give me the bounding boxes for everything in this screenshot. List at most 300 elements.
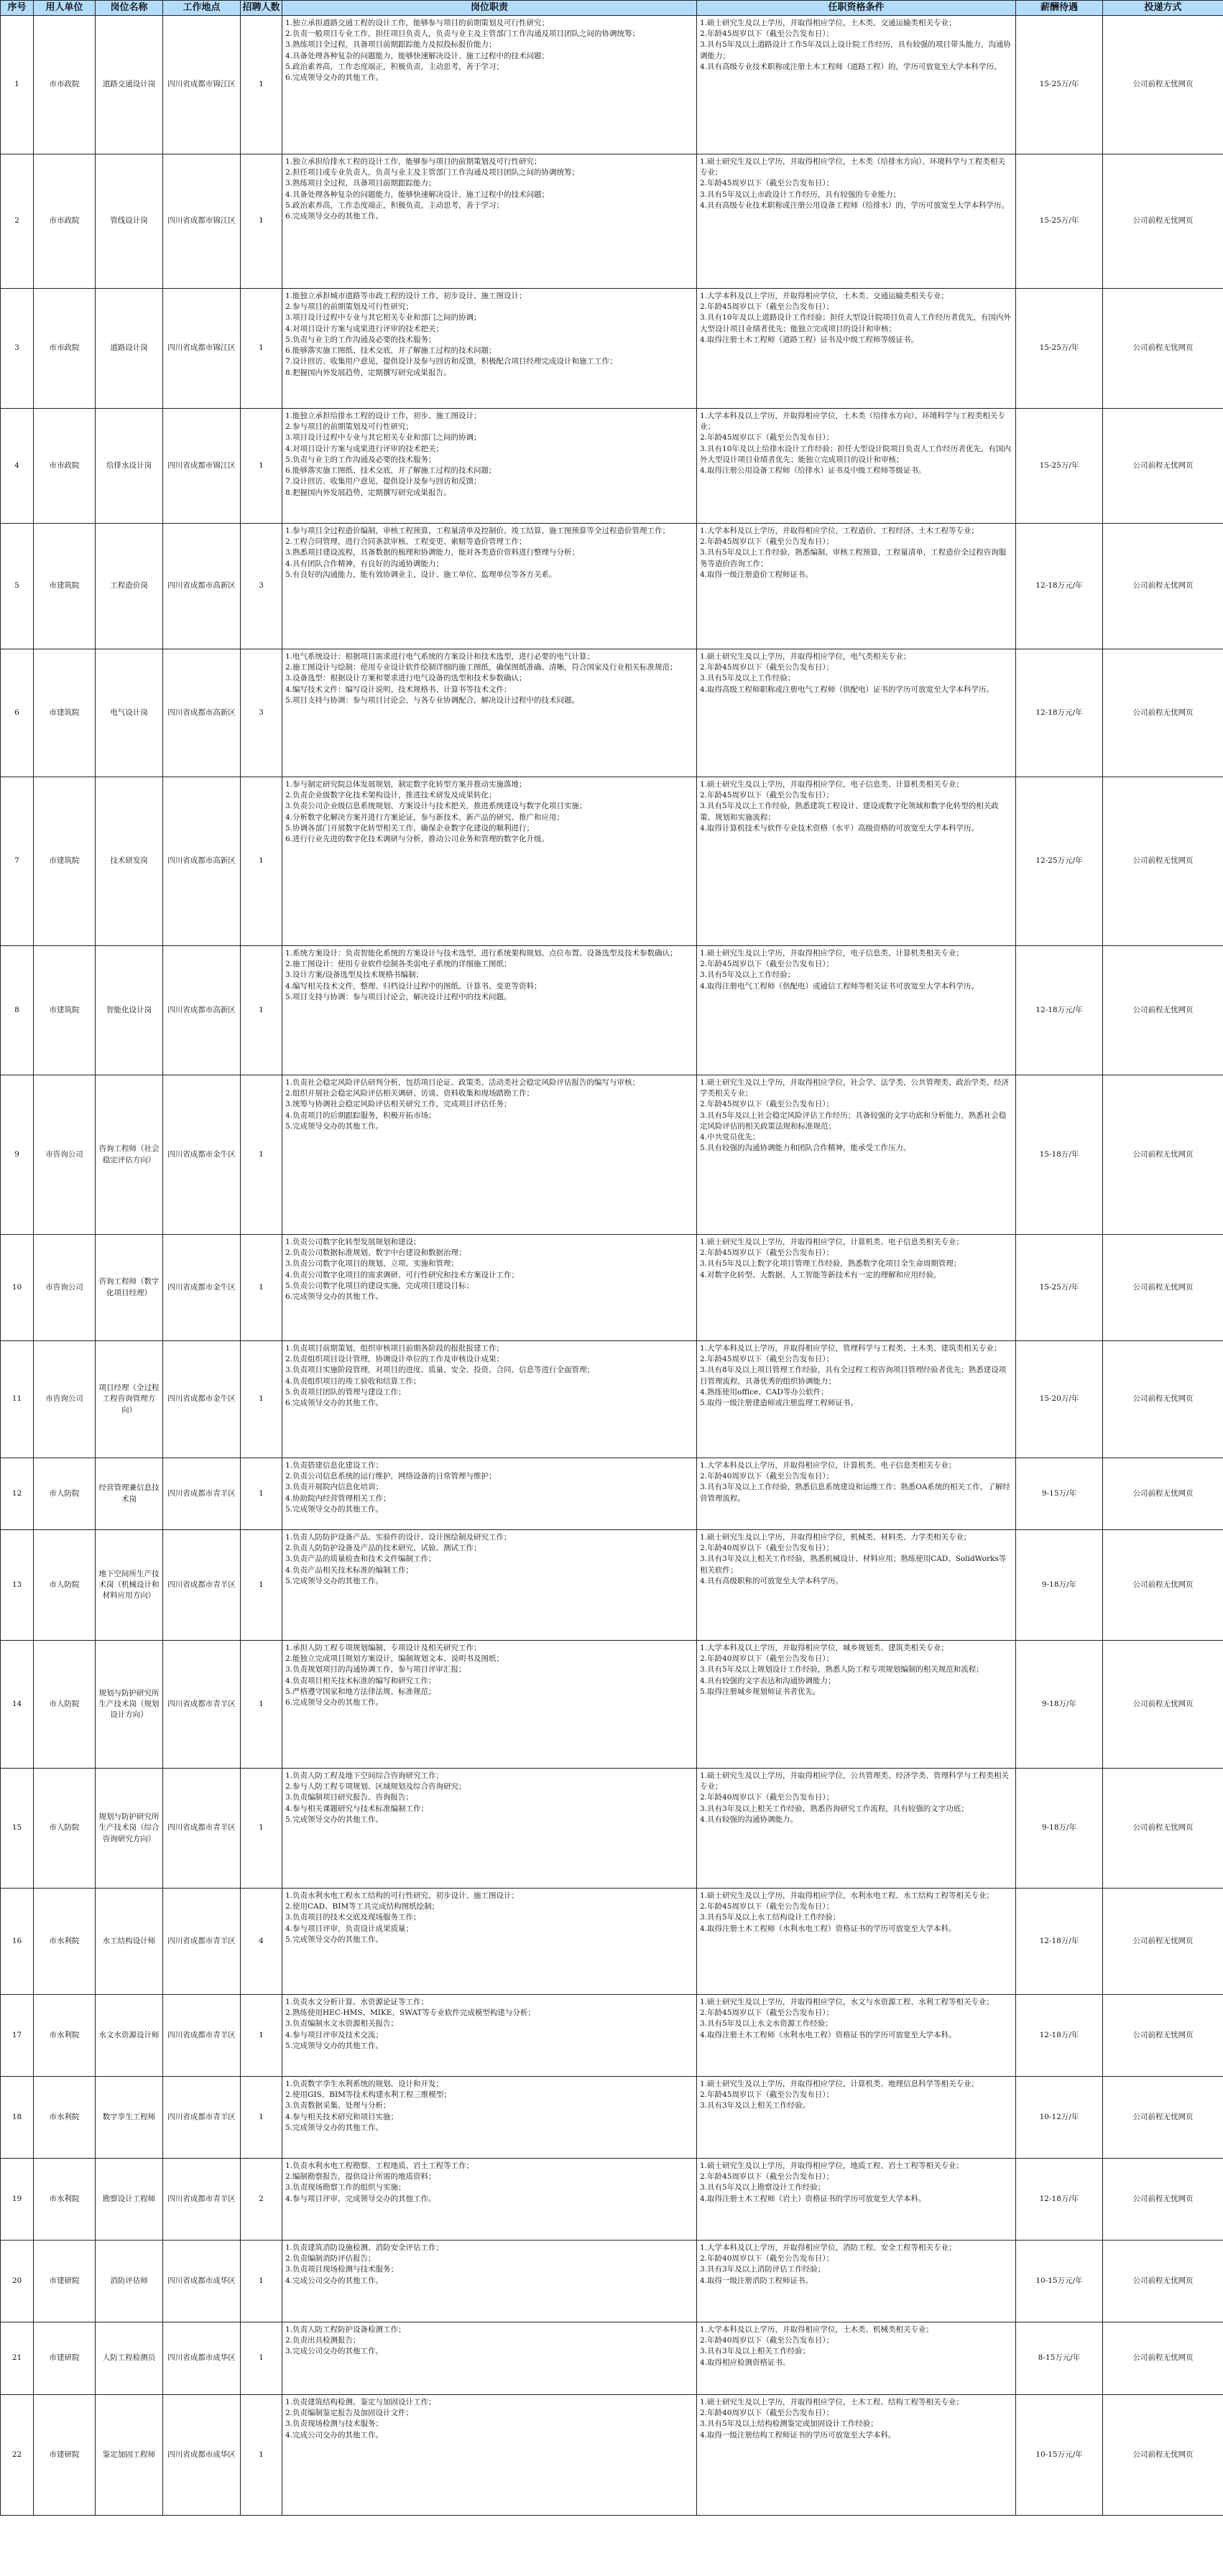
row-salary: 15-25万/年 bbox=[1016, 154, 1103, 289]
row-duties-line: 1.负责社会稳定风险评估研判分析，包括项目论证、政策类、活动类社会稳定风险评估报告的编写与审核； bbox=[285, 1078, 640, 1087]
row-count: 1 bbox=[241, 2077, 282, 2159]
row-apply: 公司前程无忧网页 bbox=[1103, 2395, 1223, 2516]
row-duties-line: 4.编写技术文件：编写设计说明、技术规格书、计算书等技术文件； bbox=[285, 685, 512, 694]
row-salary: 15-18万/年 bbox=[1016, 1075, 1103, 1235]
row-duties-line: 5.政治素养高，工作态度端正，积极负责，主动思考，善于学习； bbox=[285, 200, 504, 210]
row-requirements bbox=[697, 16, 1016, 154]
row-duties-line: 7.设计回访、收集用户意见，提供设计及参与回访和反馈，积极配合项目经理完成设计和施工工作； bbox=[285, 357, 617, 366]
row-post: 管线设计岗 bbox=[96, 154, 163, 289]
row-requirements-line: 3.具有5年及以上水文水资源工作经验； bbox=[700, 2019, 833, 2029]
row-requirements-line: 2.年龄45周岁以下（截至公告发布日）； bbox=[700, 1355, 834, 1364]
row-duties-line: 2.负责编制消防评估报告； bbox=[285, 2254, 376, 2264]
row-requirements-line: 2.年龄45周岁以下（截至公告发布日）； bbox=[700, 433, 834, 443]
row-duties-line: 4.具备处理各种复杂的问题能力，能够快速解决设计、施工过程中的技术问题； bbox=[285, 51, 550, 60]
row-salary: 10-12万/年 bbox=[1016, 2077, 1103, 2159]
row-requirements-line: 3.具有3年及以上相关工作经验； bbox=[700, 2347, 811, 2356]
row-post: 经营管理兼信息技术岗 bbox=[96, 1458, 163, 1530]
col-header-apply: 投递方式 bbox=[1103, 1, 1223, 16]
row-requirements-line: 1.硕士研究生及以上学历，并取得相应学位，计算机类、电子信息类相关专业； bbox=[700, 1238, 964, 1246]
row-salary: 9-18万/年 bbox=[1016, 1641, 1103, 1769]
row-requirements-line: 1.硕士研究生及以上学历，并取得相应学位，土木工程、结构工程等相关专业； bbox=[700, 2398, 964, 2406]
row-index: 11 bbox=[1, 1341, 34, 1458]
row-requirements bbox=[697, 1075, 1016, 1235]
row-duties-line: 2.编制勘察报告，提供设计所需的地质资料； bbox=[285, 2172, 436, 2182]
row-salary: 9-18万/年 bbox=[1016, 1530, 1103, 1641]
table-row bbox=[1, 1235, 1223, 1341]
row-requirements-line: 3.具有5年及以上工作经验； bbox=[700, 674, 795, 683]
row-duties bbox=[282, 1341, 697, 1458]
row-unit: 市建筑院 bbox=[34, 777, 96, 946]
row-unit: 市水利院 bbox=[34, 2159, 96, 2241]
row-post: 勘察设计工程师 bbox=[96, 2159, 163, 2241]
row-count: 3 bbox=[241, 649, 282, 777]
row-duties-line: 1.负责人防工程及地下空间综合咨询研究工作； bbox=[285, 1771, 444, 1780]
row-duties-line: 2.参与项目的前期策划及可行性研究； bbox=[285, 422, 414, 432]
row-count: 1 bbox=[241, 2322, 282, 2395]
row-requirements-line: 4.取得一级注册结构工程师证书的学历可放宽至大学本科。 bbox=[700, 2430, 896, 2440]
row-requirements bbox=[697, 2322, 1016, 2395]
row-duties bbox=[282, 2322, 697, 2395]
row-requirements-line: 3.具有5年及以上数字化项目管理工作经验，熟悉数字化项目全生命周期管理； bbox=[700, 1259, 961, 1269]
row-requirements-line: 4.具有较强的文字表达和沟通协调能力； bbox=[700, 1676, 836, 1685]
row-requirements bbox=[697, 1235, 1016, 1341]
col-header-post: 岗位名称 bbox=[96, 1, 163, 16]
row-apply: 公司前程无忧网页 bbox=[1103, 1341, 1223, 1458]
row-count: 4 bbox=[241, 1889, 282, 1995]
row-duties-line: 5.完成领导交办的其他工作。 bbox=[285, 1576, 384, 1585]
row-apply: 公司前程无忧网页 bbox=[1103, 1641, 1223, 1769]
row-duties bbox=[282, 2077, 697, 2159]
row-duties-line: 2.负责公司信息系统的运行维护，网络设备的日常管理与维护； bbox=[285, 1472, 497, 1481]
row-duties bbox=[282, 1530, 697, 1641]
row-duties bbox=[282, 1641, 697, 1769]
row-requirements-line: 1.大学本科及以上学历，并取得相应学位，计算机类、电子信息类相关专业； bbox=[700, 1461, 956, 1470]
row-duties-line: 5.完成领导交办的其他工作。 bbox=[285, 2041, 384, 2050]
row-salary: 12-25万元/年 bbox=[1016, 777, 1103, 946]
row-unit: 市建研院 bbox=[34, 2395, 96, 2516]
row-index: 3 bbox=[1, 289, 34, 409]
row-duties-line: 2.组织开展社会稳定风险评估相关调研、访谈、资料收集和现场踏勘工作； bbox=[285, 1089, 535, 1098]
row-apply: 公司前程无忧网页 bbox=[1103, 1769, 1223, 1889]
row-post: 智能化设计岗 bbox=[96, 946, 163, 1075]
row-duties-line: 3.负责编制水文水资源相关报告； bbox=[285, 2019, 399, 2029]
row-apply: 公司前程无忧网页 bbox=[1103, 1458, 1223, 1530]
row-place: 四川省成都市成华区 bbox=[163, 2322, 241, 2395]
row-duties-line: 2.熟练使用HEC-HMS、MIKE、SWAT等专业软件完成模型构建与分析； bbox=[285, 2009, 535, 2018]
row-requirements-line: 4.取得注册土木工程师（水利水电工程）资格证书的学历可放宽至大学本科。 bbox=[700, 1924, 956, 1933]
row-duties-line: 1.负责水文分析计算、水资源论证等工作； bbox=[285, 1998, 429, 2006]
row-requirements-line: 2.年龄45周岁以下（截至公告发布日）； bbox=[700, 302, 834, 312]
row-requirements-line: 2.年龄45周岁以下（截至公告发布日）； bbox=[700, 960, 834, 969]
row-count: 1 bbox=[241, 2241, 282, 2322]
row-requirements-line: 1.硕士研究生及以上学历，并取得相应学位，电气类相关专业； bbox=[700, 652, 911, 661]
row-salary: 10-15万元/年 bbox=[1016, 2395, 1103, 2516]
row-duties bbox=[282, 16, 697, 154]
row-duties-line: 3.设计方案/设备选型及技术规格书编制； bbox=[285, 970, 424, 980]
row-count: 1 bbox=[241, 1341, 282, 1458]
row-duties-line: 3.项目设计过程中专业与其它相关专业和部门之间的协调； bbox=[285, 313, 481, 323]
row-count: 1 bbox=[241, 1769, 282, 1889]
row-post: 工程造价岗 bbox=[96, 524, 163, 649]
row-place: 四川省成都市青羊区 bbox=[163, 2159, 241, 2241]
row-count: 3 bbox=[241, 524, 282, 649]
row-duties-line: 3.设备选型：根据设计方案和要求进行电气设备的选型和技术参数确认； bbox=[285, 674, 527, 683]
row-post: 水文水资源设计师 bbox=[96, 1995, 163, 2077]
row-place: 四川省成都市青羊区 bbox=[163, 1530, 241, 1641]
row-requirements-line: 1.大学本科及以上学历，并取得相应学位，土木类、机械类相关专业； bbox=[700, 2325, 934, 2334]
row-requirements-line: 1.硕士研究生及以上学历，并取得相应学位，水利水电工程、水工结构工程等相关专业； bbox=[700, 1891, 994, 1900]
row-unit: 市人防院 bbox=[34, 1769, 96, 1889]
row-count: 1 bbox=[241, 1458, 282, 1530]
row-requirements bbox=[697, 1889, 1016, 1995]
row-duties bbox=[282, 1075, 697, 1235]
row-duties-line: 5.协调各部门开展数字化转型相关工作，确保企业数字化建设的顺利进行； bbox=[285, 823, 535, 833]
row-duties-line: 4.具有团队合作精神，有良好的沟通协调能力； bbox=[285, 559, 444, 568]
row-requirements-line: 1.大学本科及以上学历，并取得相应学位，土木类（给排水方向）、环境科学与工程类相关专业； bbox=[700, 412, 1005, 432]
table-row bbox=[1, 649, 1223, 777]
row-duties-line: 3.负责公司数字化项目的规划、立项、实施和管理； bbox=[285, 1259, 459, 1269]
row-index: 21 bbox=[1, 2322, 34, 2395]
row-unit: 市咨询公司 bbox=[34, 1341, 96, 1458]
row-duties-line: 6.完成领导交办的其他工作。 bbox=[285, 1399, 384, 1408]
row-requirements bbox=[697, 777, 1016, 946]
row-apply: 公司前程无忧网页 bbox=[1103, 289, 1223, 409]
table-row bbox=[1, 2395, 1223, 2516]
row-duties-line: 2.使用CAD、BIM等工具完成结构图纸绘制； bbox=[285, 1902, 440, 1912]
row-salary: 12-18万/年 bbox=[1016, 2159, 1103, 2241]
table-row bbox=[1, 1769, 1223, 1889]
row-salary: 8-15万元/年 bbox=[1016, 2322, 1103, 2395]
row-duties-line: 1.负责公司数字化转型发展规划和建设； bbox=[285, 1238, 421, 1246]
row-requirements-line: 2.年龄45周岁以下（截至公告发布日）； bbox=[700, 1248, 834, 1258]
row-duties-line: 1.负责建筑结构检测、鉴定与加固设计工作； bbox=[285, 2398, 436, 2406]
row-requirements-line: 3.具有5年及以上道路设计工作5年及以上设计院工作经历，具有较强的项目带头能力，沟通协调能力； bbox=[700, 40, 1011, 60]
row-apply: 公司前程无忧网页 bbox=[1103, 649, 1223, 777]
row-requirements-line: 4.具有较强的沟通协调能力。 bbox=[700, 1815, 798, 1824]
row-index: 19 bbox=[1, 2159, 34, 2241]
row-requirements bbox=[697, 1769, 1016, 1889]
row-requirements bbox=[697, 2395, 1016, 2516]
row-duties-line: 4.编写相关技术文件，整理、归档设计过程中的图纸、计算书、变更等资料； bbox=[285, 981, 542, 991]
row-duties-line: 2.负责人防防护设备及产品的技术研究、试验、测试工作； bbox=[285, 1544, 481, 1553]
row-post: 道路设计岗 bbox=[96, 289, 163, 409]
row-duties-line: 3.负责现场检测与技术服务； bbox=[285, 2419, 384, 2429]
row-duties-line: 5.完成领导交办的其他工作。 bbox=[285, 2123, 384, 2132]
row-unit: 市咨询公司 bbox=[34, 1075, 96, 1235]
row-requirements-line: 4.取得注册土木工程师（岩土）资格证书的学历可放宽至大学本科。 bbox=[700, 2194, 926, 2203]
row-requirements bbox=[697, 1341, 1016, 1458]
row-post: 咨询工程师（数字化项目经理） bbox=[96, 1235, 163, 1341]
row-place: 四川省成都市锦江区 bbox=[163, 409, 241, 524]
row-duties-line: 4.参与相关技术研究和项目实施； bbox=[285, 2112, 399, 2121]
row-place: 四川省成都市高新区 bbox=[163, 524, 241, 649]
col-header-unit: 用人单位 bbox=[34, 1, 96, 16]
row-duties-line: 5.负责公司数字化项目的建设实施，完成项目建设目标； bbox=[285, 1281, 474, 1290]
table-row bbox=[1, 1530, 1223, 1641]
row-post: 道路交通设计岗 bbox=[96, 16, 163, 154]
row-salary: 15-25万/年 bbox=[1016, 1235, 1103, 1341]
row-requirements-line: 4.取得一级注册消防工程师证书。 bbox=[700, 2276, 813, 2285]
row-duties-line: 2.参与人防工程专项规划、区域规划及综合咨询研究； bbox=[285, 1782, 466, 1792]
col-header-count: 招聘人数 bbox=[241, 1, 282, 16]
row-duties-line: 1.负责搭建信息化建设工作； bbox=[285, 1461, 384, 1470]
row-duties-line: 1.独立承担道路交通工程的设计工作，能够参与项目的前期策划及可行性研究； bbox=[285, 19, 550, 27]
row-salary: 12-18万/年 bbox=[1016, 1995, 1103, 2077]
table-row bbox=[1, 16, 1223, 154]
row-post: 消防评估师 bbox=[96, 2241, 163, 2322]
row-duties-line: 1.参与制定研究院总体发展规划，制定数字化转型方案并推动实施落地； bbox=[285, 780, 527, 789]
row-requirements-line: 2.年龄45周岁以下（截至公告发布日）； bbox=[700, 791, 834, 800]
row-duties-line: 1.承担人防工程专项规划编制、专项设计及相关研究工作； bbox=[285, 1644, 481, 1652]
row-duties-line: 3.熟悉项目建设流程，具备数据的梳理和协调能力，能对各类造价资料进行整理与分析； bbox=[285, 548, 580, 557]
row-apply: 公司前程无忧网页 bbox=[1103, 1995, 1223, 2077]
row-requirements-line: 4.取得注册土木工程师（水利水电工程）资格证书的学历可放宽至大学本科。 bbox=[700, 2030, 956, 2039]
row-duties-line: 2.使用GIS、BIM等技术构建水利工程三维模型； bbox=[285, 2090, 451, 2100]
row-duties-line: 1.负责人防工程防护设备检测工作； bbox=[285, 2325, 406, 2334]
row-place: 四川省成都市金牛区 bbox=[163, 1235, 241, 1341]
row-duties-line: 5.项目支持与协调：参与项目讨论会，与各专业协调配合，解决设计过程中的技术问题。 bbox=[285, 695, 580, 705]
row-requirements bbox=[697, 1530, 1016, 1641]
row-unit: 市水利院 bbox=[34, 1995, 96, 2077]
row-requirements bbox=[697, 649, 1016, 777]
row-index: 2 bbox=[1, 154, 34, 289]
row-unit: 市水利院 bbox=[34, 2077, 96, 2159]
row-duties-line: 2.施工图设计：使用专业软件绘制各类弱电子系统的详细施工图纸； bbox=[285, 960, 512, 969]
table-row bbox=[1, 2322, 1223, 2395]
row-unit: 市建筑院 bbox=[34, 649, 96, 777]
row-requirements bbox=[697, 154, 1016, 289]
row-place: 四川省成都市高新区 bbox=[163, 649, 241, 777]
row-duties-line: 4.完成公司交办的其他工作。 bbox=[285, 2276, 384, 2285]
row-post: 水工结构设计师 bbox=[96, 1889, 163, 1995]
row-requirements-line: 3.具有5年及以上规划设计工作经验，熟悉人防工程专项规划编制的相关规范和流程； bbox=[700, 1665, 984, 1674]
row-requirements-line: 2.年龄40周岁以下（截至公告发布日）； bbox=[700, 2254, 834, 2264]
row-count: 1 bbox=[241, 16, 282, 154]
row-duties-line: 1.系统方案设计：负责智能化系统的方案设计与技术选型，进行系统架构规划、点位布置、设备选型及技术参数确认； bbox=[285, 949, 678, 958]
row-post: 电气设计岗 bbox=[96, 649, 163, 777]
row-requirements-line: 3.具有3年及以上相关工作经验。 bbox=[700, 2101, 811, 2111]
row-post: 人防工程检测员 bbox=[96, 2322, 163, 2395]
row-duties-line: 5.完成领导交办的其他工作。 bbox=[285, 1935, 384, 1944]
row-apply: 公司前程无忧网页 bbox=[1103, 1530, 1223, 1641]
row-requirements bbox=[697, 2159, 1016, 2241]
row-salary: 12-18万/年 bbox=[1016, 1889, 1103, 1995]
row-duties-line: 4.完成公司交办的其他工作。 bbox=[285, 2430, 384, 2440]
row-duties-line: 5.负责与业主的工作沟通及必要的技术服务； bbox=[285, 335, 436, 344]
row-duties bbox=[282, 1235, 697, 1341]
row-requirements-line: 3.具有5年及以上工作经验，熟悉编制、审核工程预算，工程量清单，工程造价全过程咨询服务等造价咨询工作； bbox=[700, 548, 1007, 568]
row-index: 8 bbox=[1, 946, 34, 1075]
table-row bbox=[1, 2159, 1223, 2241]
row-count: 1 bbox=[241, 1075, 282, 1235]
row-duties-line: 4.分析数字化解决方案并进行方案论证，参与新技术、新产品的研究、推广和应用； bbox=[285, 812, 565, 822]
row-duties-line: 6.完成领导交办的其他工作。 bbox=[285, 1698, 384, 1708]
row-requirements-line: 1.硕士研究生及以上学历，并取得相应学位，土木类、交通运输类相关专业； bbox=[700, 19, 956, 27]
row-duties-line: 1.负责建筑消防设施检测、消防安全评估工作； bbox=[285, 2243, 444, 2252]
row-duties-line: 1.能独立承担给排水工程的设计工作，初步、施工图设计； bbox=[285, 412, 481, 420]
row-duties-line: 4.协助院内经营管理相关工作； bbox=[285, 1493, 391, 1503]
row-count: 1 bbox=[241, 777, 282, 946]
row-post: 鉴定加固工程师 bbox=[96, 2395, 163, 2516]
row-duties-line: 2.负责编制鉴定报告及加固设计文件； bbox=[285, 2409, 414, 2418]
row-requirements-line: 4.取得注册公用设备工程师（给排水）证书及中级工程师等级证书。 bbox=[700, 466, 926, 476]
row-requirements-line: 3.具有5年及以上水工结构设计工作经验； bbox=[700, 1913, 841, 1922]
row-unit: 市咨询公司 bbox=[34, 1235, 96, 1341]
row-duties-line: 5.完成领导交办的其他工作。 bbox=[285, 1815, 384, 1824]
row-requirements-line: 1.大学本科及以上学历，并取得相应学位，工程造价、工程经济、土木工程等专业； bbox=[700, 527, 979, 535]
row-duties-line: 5.项目支持与协调：参与项目讨论会，解决设计过程中的技术问题。 bbox=[285, 992, 512, 1001]
row-place: 四川省成都市青羊区 bbox=[163, 1769, 241, 1889]
row-requirements-line: 5.取得一级注册建造师或注册监理工程师证书。 bbox=[700, 1399, 859, 1408]
row-salary: 15-20万/年 bbox=[1016, 1341, 1103, 1458]
row-index: 1 bbox=[1, 16, 34, 154]
row-duties-line: 2.施工图设计与绘制：使用专业设计软件绘制详细的施工图纸，确保图纸准确、清晰，符合国家及行业相关标准规范； bbox=[285, 663, 678, 672]
row-place: 四川省成都市青羊区 bbox=[163, 1995, 241, 2077]
row-duties-line: 2.负责公司数据标准规划、数字中台建设和数据治理； bbox=[285, 1248, 466, 1258]
row-requirements-line: 2.年龄45周岁以下（截至公告发布日）； bbox=[700, 537, 834, 547]
row-place: 四川省成都市锦江区 bbox=[163, 154, 241, 289]
row-requirements-line: 1.硕士研究生及以上学历，并取得相应学位，电子信息类、计算机类相关专业； bbox=[700, 780, 964, 789]
row-duties-line: 5.完成领导交办的其他工作。 bbox=[285, 1121, 384, 1131]
row-requirements-line: 2.年龄45周岁以下（截至公告发布日）； bbox=[700, 29, 834, 39]
row-unit: 市人防院 bbox=[34, 1641, 96, 1769]
row-index: 14 bbox=[1, 1641, 34, 1769]
row-count: 1 bbox=[241, 1995, 282, 2077]
table-row bbox=[1, 946, 1223, 1075]
row-index: 10 bbox=[1, 1235, 34, 1341]
row-duties-line: 3.负责项目实施阶段管理，对项目的进度、质量、安全、投资、合同、信息等进行全面管理； bbox=[285, 1366, 595, 1375]
row-duties-line: 5.负责项目团队的管理与建设工作； bbox=[285, 1387, 406, 1396]
row-requirements-line: 2.年龄45周岁以下（截至公告发布日）； bbox=[700, 663, 834, 672]
row-requirements-line: 1.硕士研究生及以上学历，并取得相应学位，公共管理类、经济学类、管理科学与工程类相关专业； bbox=[700, 1771, 1010, 1792]
row-requirements-line: 1.硕士研究生及以上学历，并取得相应学位，机械类、材料类、力学类相关专业； bbox=[700, 1533, 972, 1542]
row-duties-line: 1.负责水利水电工程勘察、工程地质、岩土工程等工作； bbox=[285, 2162, 474, 2170]
row-duties-line: 4.参与项目评审，负责设计成果质量； bbox=[285, 1924, 414, 1933]
row-duties-line: 4.具备处理各种复杂的问题能力，能够快速解决设计、施工过程中的技术问题； bbox=[285, 190, 550, 199]
row-duties-line: 1.参与项目全过程造价编制，审核工程预算、工程量清单及控制价、竣工结算、施工图预算等全过程造价管理工作； bbox=[285, 527, 670, 535]
row-requirements-line: 2.年龄40周岁以下（截至公告发布日）； bbox=[700, 1472, 834, 1481]
row-duties-line: 8.把握国内外发展趋势，定期撰写研究成果报告。 bbox=[285, 488, 451, 497]
row-place: 四川省成都市高新区 bbox=[163, 946, 241, 1075]
row-salary: 12-18万元/年 bbox=[1016, 946, 1103, 1075]
row-requirements-line: 5.取得注册城乡规划师证书者优先。 bbox=[700, 1687, 821, 1696]
table-row bbox=[1, 2077, 1223, 2159]
row-requirements-line: 2.年龄40周岁以下（截至公告发布日）； bbox=[700, 1544, 834, 1553]
row-requirements-line: 3.具有3年及以上工作经验，熟悉信息系统建设和运维工作；熟悉OA系统的相关工作，了解经营管理流程。 bbox=[700, 1483, 1010, 1503]
header-row bbox=[1, 1, 1223, 16]
row-apply: 公司前程无忧网页 bbox=[1103, 409, 1223, 524]
row-count: 1 bbox=[241, 1530, 282, 1641]
row-requirements-line: 4.具有高级职称的可放宽至大学本科学历。 bbox=[700, 1576, 844, 1585]
row-unit: 市市政院 bbox=[34, 409, 96, 524]
row-requirements-line: 1.硕士研究生及以上学历，并取得相应学位，计算机类、地理信息科学等相关专业； bbox=[700, 2080, 979, 2088]
row-requirements-line: 2.年龄45周岁以下（截至公告发布日）； bbox=[700, 2172, 834, 2182]
row-duties bbox=[282, 1458, 697, 1530]
row-duties-line: 3.负责开展院内信息化培训； bbox=[285, 1483, 384, 1492]
row-requirements-line: 4.取得计算机技术与软件专业技术资格（水平）高级资格的可放宽至大学本科学历。 bbox=[700, 823, 979, 833]
row-post: 规划与防护研究所生产技术岗（规划设计方向） bbox=[96, 1641, 163, 1769]
row-count: 1 bbox=[241, 154, 282, 289]
row-requirements-line: 3.具有8年及以上项目管理工作经验，具有全过程工程咨询项目管理经验者优先；熟悉建设项目管理流程，具备优秀的组织协调能力； bbox=[700, 1366, 1007, 1386]
row-requirements-line: 4.熟练使用office、CAD等办公软件； bbox=[700, 1387, 829, 1396]
row-unit: 市市政院 bbox=[34, 154, 96, 289]
row-place: 四川省成都市锦江区 bbox=[163, 289, 241, 409]
row-requirements-line: 3.具有5年及以上市政设计工作经历，具有较强的专业能力； bbox=[700, 190, 901, 199]
row-duties-line: 2.工程合同管理，进行合同条款审核、工程变更、索赔等造价管理工作； bbox=[285, 537, 527, 547]
row-duties-line: 1.负责数字孪生水利系统的规划、设计和开发； bbox=[285, 2080, 444, 2088]
col-header-salary: 薪酬待遇 bbox=[1016, 1, 1103, 16]
row-requirements-line: 1.硕士研究生及以上学历，并取得相应学位，地质工程、岩土工程等相关专业； bbox=[700, 2162, 964, 2170]
row-duties bbox=[282, 649, 697, 777]
table-row bbox=[1, 1075, 1223, 1235]
row-requirements-line: 4.取得注册电气工程师（供配电）或通信工程师等相关证书可放宽至大学本科学历。 bbox=[700, 981, 979, 991]
table-row bbox=[1, 1641, 1223, 1769]
row-index: 16 bbox=[1, 1889, 34, 1995]
row-duties bbox=[282, 1769, 697, 1889]
table-row bbox=[1, 2241, 1223, 2322]
row-duties-line: 8.把握国内外发展趋势，定期撰写研究成果报告。 bbox=[285, 368, 451, 377]
row-unit: 市人防院 bbox=[34, 1530, 96, 1641]
row-salary: 15-25万/年 bbox=[1016, 289, 1103, 409]
row-duties-line: 4.负责项目的后期跟踪服务，积极开拓市场； bbox=[285, 1111, 436, 1120]
row-duties-line: 5.政治素养高，工作态度端正，积极负责，主动思考，善于学习； bbox=[285, 62, 504, 71]
row-unit: 市水利院 bbox=[34, 1889, 96, 1995]
row-requirements-line: 3.具有3年及以上相关工作经验，熟悉咨询研究工作流程，具有较强的文字功底； bbox=[700, 1804, 969, 1813]
row-duties-line: 3.项目设计过程中专业与其它相关专业和部门之间的协调； bbox=[285, 433, 481, 443]
row-salary: 12-18万元/年 bbox=[1016, 524, 1103, 649]
row-duties-line: 2.能独立完成项目规划方案设计，编制规划文本、说明书及图纸； bbox=[285, 1654, 504, 1664]
row-salary: 9-18万/年 bbox=[1016, 1769, 1103, 1889]
row-place: 四川省成都市成华区 bbox=[163, 2395, 241, 2516]
row-requirements-line: 1.大学本科及以上学历，并取得相应学位，城乡规划类、建筑类相关专业； bbox=[700, 1644, 949, 1652]
row-requirements-line: 5.具有较强的沟通协调能力和团队合作精神，能承受工作压力。 bbox=[700, 1144, 911, 1153]
row-count: 1 bbox=[241, 409, 282, 524]
row-requirements bbox=[697, 524, 1016, 649]
row-duties-line: 3.负责公司企业级信息系统规划、方案设计与技术把关，推进系统建设与数字化项目实施； bbox=[285, 802, 587, 811]
row-requirements-line: 1.大学本科及以上学历，并取得相应学位，管理科学与工程类、土木类、建筑类相关专业； bbox=[700, 1344, 1002, 1353]
row-apply: 公司前程无忧网页 bbox=[1103, 777, 1223, 946]
row-requirements-line: 2.年龄45周岁以下（截至公告发布日）； bbox=[700, 179, 834, 188]
row-requirements-line: 3.具有3年及以上消防评估工作经验； bbox=[700, 2265, 826, 2274]
row-duties-line: 6.进行行业先进的数字化技术调研与分析，推动公司业务和管理的数字化升级。 bbox=[285, 835, 550, 844]
row-index: 22 bbox=[1, 2395, 34, 2516]
row-duties-line: 3.负责项目的技术交底及现场服务工作； bbox=[285, 1913, 421, 1922]
row-duties-line: 6.完成领导交办的其他工作。 bbox=[285, 212, 384, 221]
row-index: 7 bbox=[1, 777, 34, 946]
row-requirements-line: 2.年龄40周岁以下（截至公告发布日）； bbox=[700, 1793, 834, 1802]
row-apply: 公司前程无忧网页 bbox=[1103, 16, 1223, 154]
row-duties-line: 4.参与项目评审，完成领导交办的其他工作。 bbox=[285, 2194, 436, 2203]
row-apply: 公司前程无忧网页 bbox=[1103, 1889, 1223, 1995]
row-place: 四川省成都市青羊区 bbox=[163, 2077, 241, 2159]
row-post: 技术研发岗 bbox=[96, 777, 163, 946]
row-post: 咨询工程师（社会稳定评估方向） bbox=[96, 1075, 163, 1235]
row-duties-line: 1.电气系统设计：根据项目需求进行电气系统的方案设计和技术选型，进行必要的电气计算； bbox=[285, 652, 595, 661]
col-header-requirements: 任职资格条件 bbox=[697, 1, 1016, 16]
row-salary: 9-15万/年 bbox=[1016, 1458, 1103, 1530]
table-row bbox=[1, 1341, 1223, 1458]
row-apply: 公司前程无忧网页 bbox=[1103, 2322, 1223, 2395]
row-apply: 公司前程无忧网页 bbox=[1103, 154, 1223, 289]
row-requirements-line: 1.硕士研究生及以上学历，并取得相应学位，电子信息类、计算机类相关专业； bbox=[700, 949, 964, 958]
row-unit: 市建研院 bbox=[34, 2322, 96, 2395]
row-duties-line: 3.负责项目现场检测与技术服务； bbox=[285, 2265, 399, 2274]
row-duties-line: 3.统筹与协调社会稳定风险评估相关研究工作，完成项目评估任务； bbox=[285, 1100, 512, 1109]
row-duties-line: 3.熟练项目全过程，具备项目前期跟踪能力； bbox=[285, 179, 436, 188]
row-apply: 公司前程无忧网页 bbox=[1103, 2241, 1223, 2322]
row-duties-line: 3.负责数据采集、处理与分析； bbox=[285, 2101, 391, 2111]
row-duties-line: 4.参与项目评审及技术交流； bbox=[285, 2030, 384, 2039]
